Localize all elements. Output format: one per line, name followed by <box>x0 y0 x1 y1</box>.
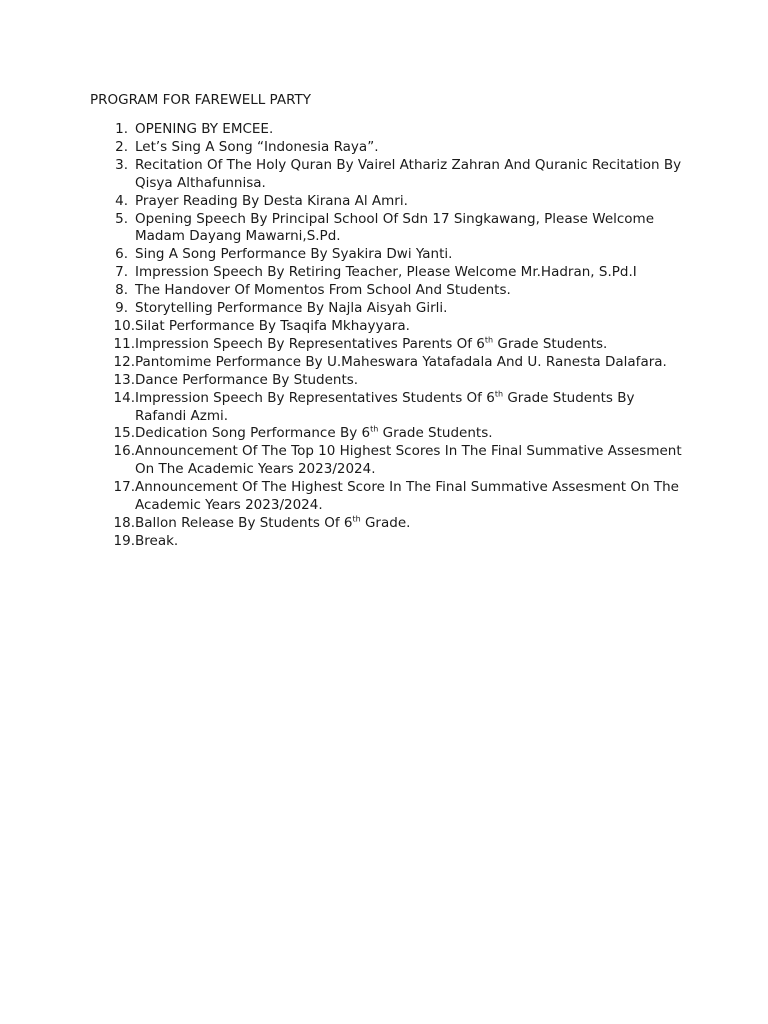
item-number: 4. <box>115 192 128 209</box>
item-number: 9. <box>115 300 128 317</box>
item-number: 16. <box>113 443 135 460</box>
ordinal-suffix: th <box>494 389 504 399</box>
list-item <box>90 193 690 211</box>
list-item <box>90 246 690 264</box>
item-text: OPENING BY EMCEE. <box>135 121 274 137</box>
list-item <box>90 533 690 551</box>
list-item <box>90 300 690 318</box>
list-item <box>90 443 690 479</box>
list-item <box>90 121 690 139</box>
item-number: 18. <box>113 514 135 531</box>
list-item <box>90 425 690 443</box>
item-number: 1. <box>115 121 128 137</box>
item-text: Announcement Of The Top 10 Highest Scores In The Final Summative Assesment On The Academic Years 2023/2024. <box>135 443 682 478</box>
ordinal-suffix: th <box>352 514 361 524</box>
item-text: Dance Performance By Students. <box>135 371 359 388</box>
list-item <box>90 157 690 193</box>
item-text: Storytelling Performance By Najla Aisyah Girli. <box>135 300 448 317</box>
list-item <box>90 390 690 426</box>
list-item <box>90 372 690 390</box>
document-title: PROGRAM FOR FAREWELL PARTY <box>90 92 311 108</box>
item-text-after: Grade Students. <box>493 335 608 352</box>
list-item <box>90 318 690 336</box>
item-text: Recitation Of The Holy Quran By Vairel Athariz Zahran And Quranic Recitation By Qisya Althafunnisa. <box>135 156 682 191</box>
item-text: Silat Performance By Tsaqifa Mkhayyara. <box>135 317 410 334</box>
list-item <box>90 139 690 157</box>
ordinal-suffix: th <box>370 424 379 434</box>
item-text <box>135 515 690 533</box>
list-item <box>90 336 690 354</box>
item-text-after: Grade Students. <box>378 425 493 442</box>
item-number: 17. <box>113 479 135 496</box>
item-number: 7. <box>115 264 128 281</box>
item-text: Sing A Song Performance By Syakira Dwi Yanti. <box>135 246 453 263</box>
item-text: Pantomime Performance By U.Maheswara Yatafadala And U. Ranesta Dalafara. <box>135 353 667 370</box>
ordinal-suffix: th <box>484 335 494 345</box>
item-text: Opening Speech By Principal School Of Sdn 17 Singkawang, Please Welcome Madam Dayang Mawarni,S.Pd. <box>135 210 655 245</box>
item-text-before: Impression Speech By Representatives Students Of 6 <box>135 389 495 406</box>
list-item <box>90 211 690 247</box>
item-text: Impression Speech By Retiring Teacher, Please Welcome Mr.Hadran, S.Pd.I <box>135 264 637 281</box>
item-number: 13. <box>113 371 135 388</box>
item-number: 8. <box>115 282 128 299</box>
item-text-before: Impression Speech By Representatives Parents Of 6 <box>135 335 485 352</box>
item-number: 15. <box>113 425 135 442</box>
item-text: Announcement Of The Highest Score In The Final Summative Assesment On The Academic Years 2023/2024. <box>135 479 679 514</box>
item-number: 19. <box>113 532 135 549</box>
item-text-after: Grade Students By Rafandi Azmi. <box>135 389 635 424</box>
item-text: Let’s Sing A Song “Indonesia Raya”. <box>135 138 379 155</box>
item-text-before: Dedication Song Performance By 6 <box>135 425 371 442</box>
item-number: 6. <box>115 246 128 263</box>
item-text <box>135 336 690 354</box>
list-item <box>90 282 690 300</box>
item-text: Break. <box>135 532 179 549</box>
item-text: Prayer Reading By Desta Kirana Al Amri. <box>135 192 408 209</box>
item-text <box>135 390 690 426</box>
list-item <box>90 264 690 282</box>
list-item <box>90 515 690 533</box>
program-list <box>90 121 690 551</box>
item-text-after: Grade. <box>360 514 411 531</box>
item-text-before: Ballon Release By Students Of 6 <box>135 514 353 531</box>
item-number: 11. <box>113 335 135 352</box>
item-number: 2. <box>115 138 128 155</box>
item-text <box>135 425 690 443</box>
item-number: 12. <box>113 353 135 370</box>
item-number: 3. <box>115 156 128 173</box>
item-text: The Handover Of Momentos From School And Students. <box>135 282 511 299</box>
list-item <box>90 354 690 372</box>
list-item <box>90 479 690 515</box>
item-number: 10. <box>113 317 135 334</box>
item-number: 5. <box>115 210 128 227</box>
item-number: 14. <box>113 389 135 406</box>
